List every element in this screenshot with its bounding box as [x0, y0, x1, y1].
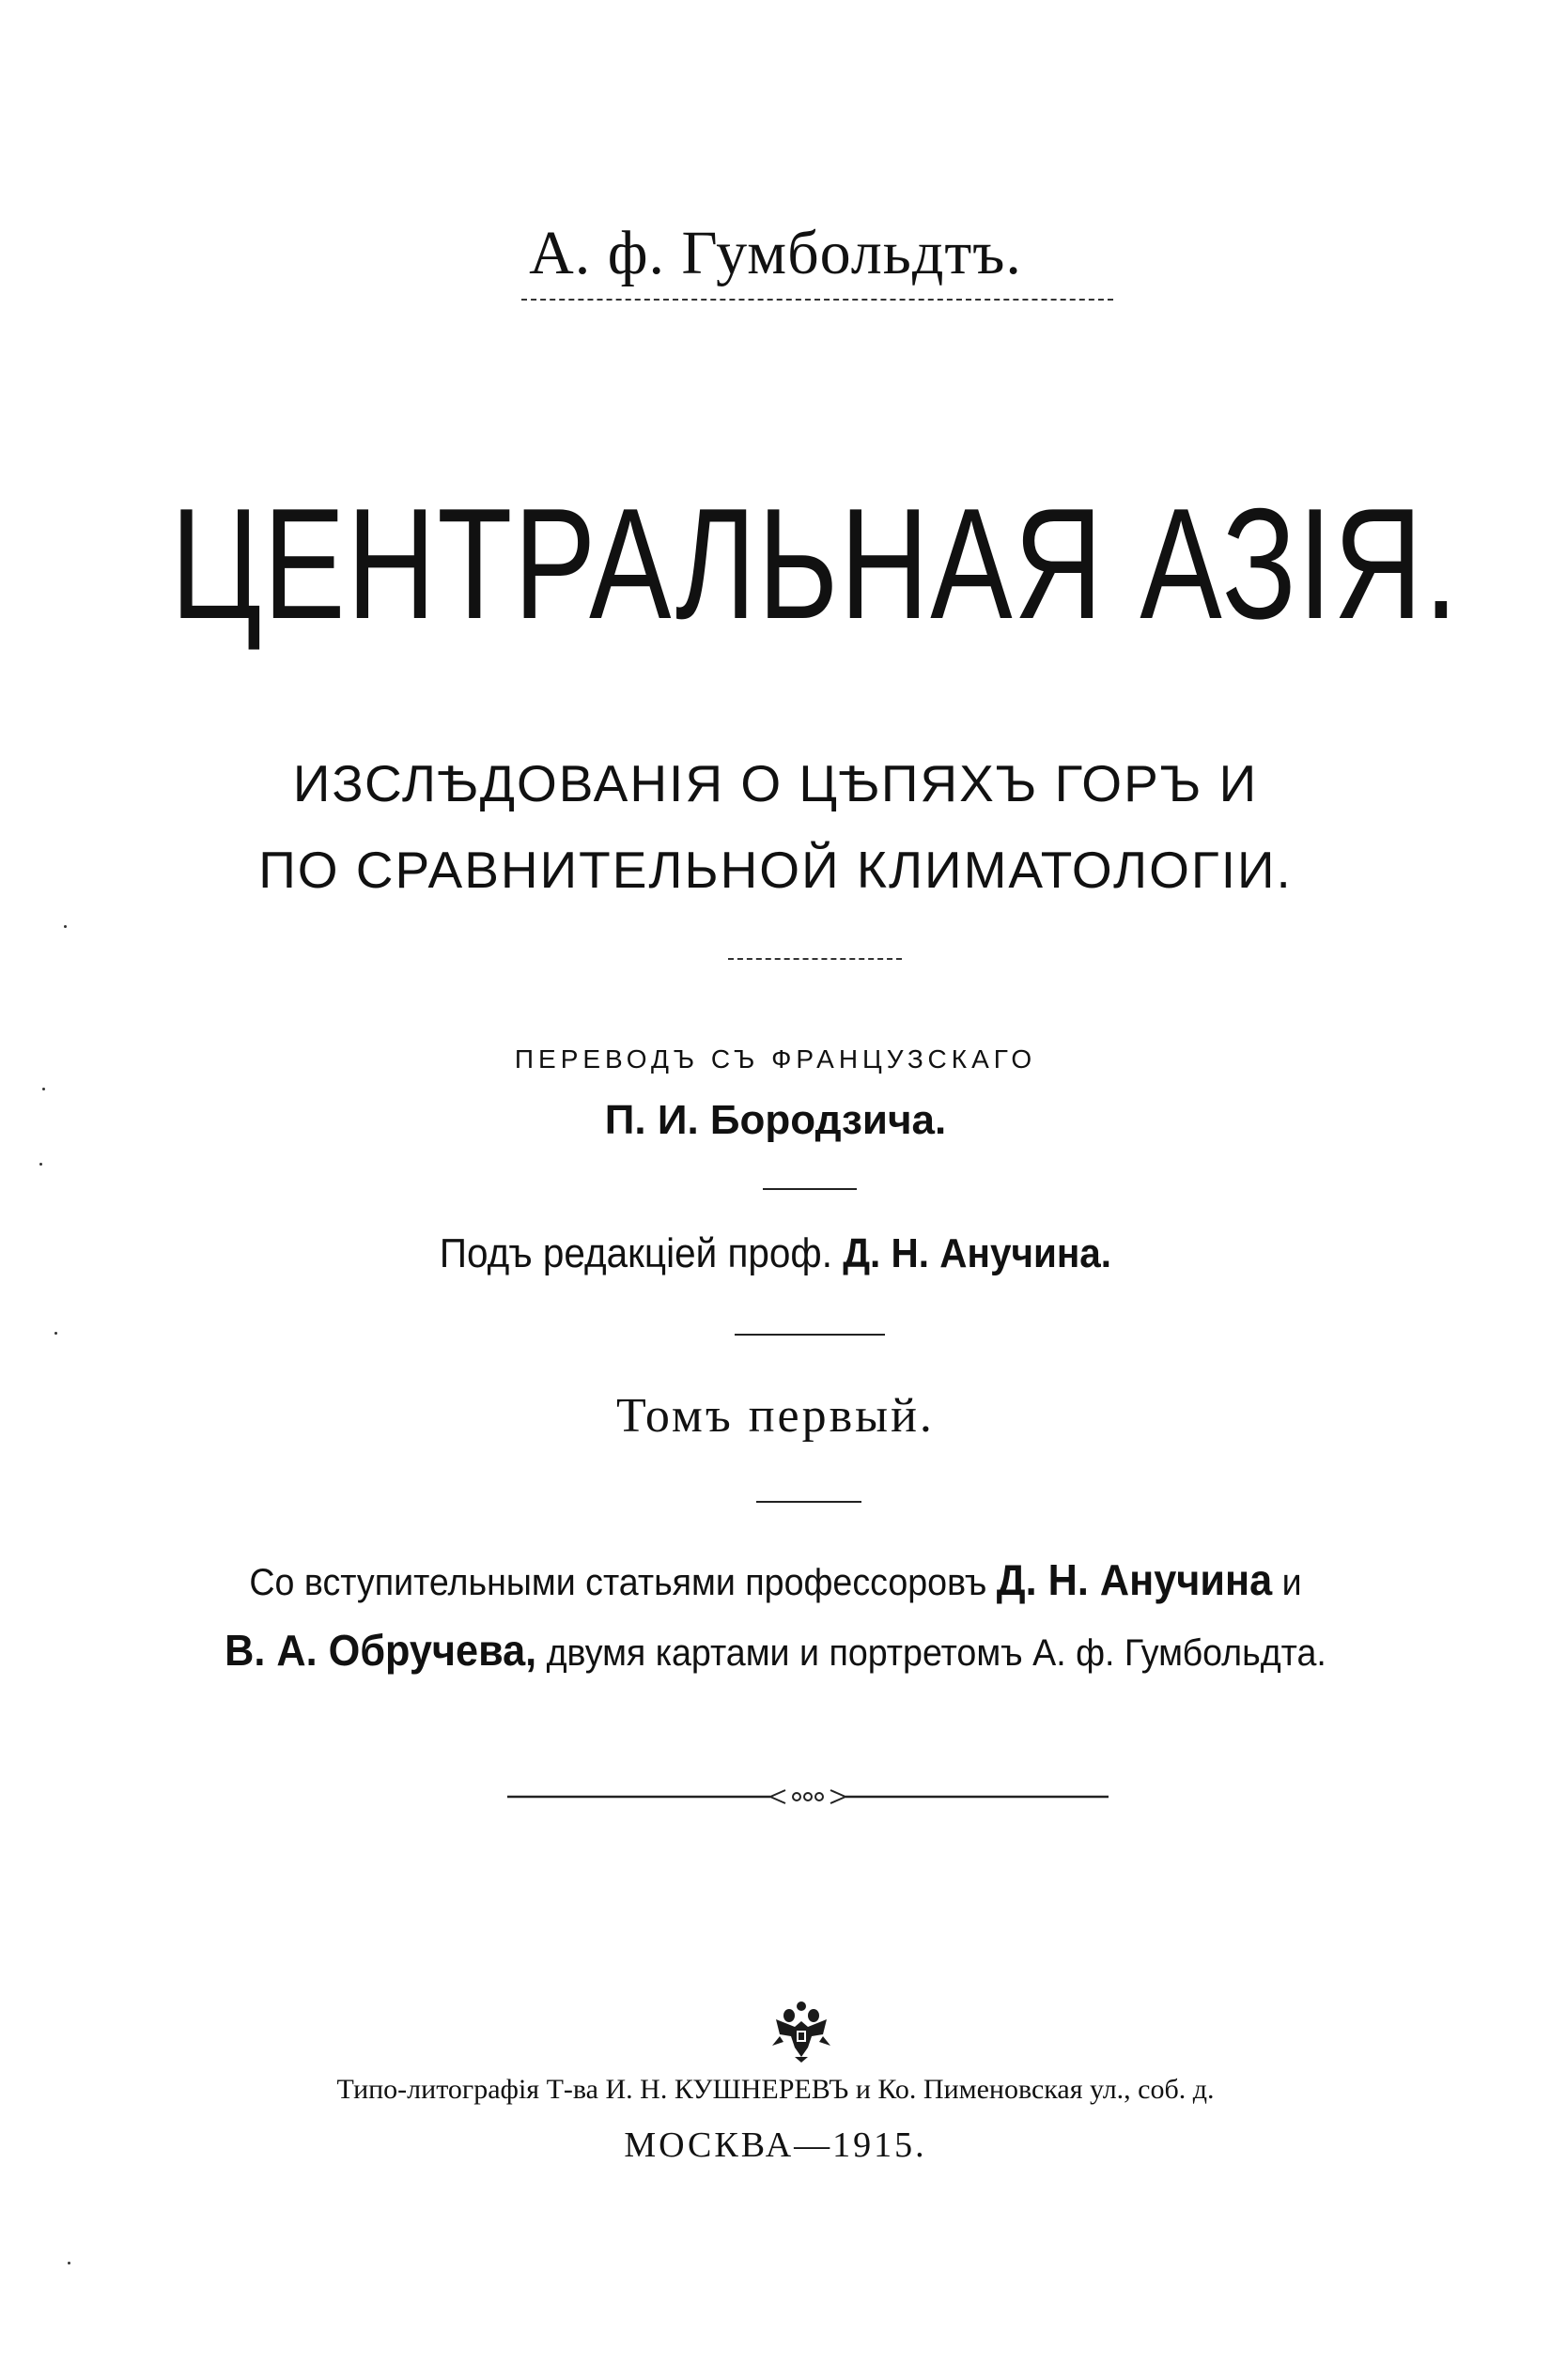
divider-rule	[756, 1501, 861, 1503]
author-name: А. ф. Гумбольдтъ.	[529, 219, 1022, 287]
editor-name: Д. Н. Анучина.	[843, 1230, 1112, 1276]
divider-rule	[728, 958, 902, 960]
translation-label: ПЕРЕВОДЪ СЪ ФРАНЦУЗСКАГО	[514, 1044, 1037, 1074]
contributor-name: В. А. Обручева,	[225, 1626, 537, 1675]
double-headed-eagle-icon	[768, 1999, 834, 2064]
author-underline	[521, 299, 1113, 301]
divider-rule	[735, 1334, 885, 1336]
divider-rule	[763, 1188, 857, 1190]
contributors-conjunction: и	[1281, 1562, 1302, 1603]
scan-speck	[39, 1163, 42, 1166]
contributor-name: Д. Н. Анучина	[996, 1555, 1273, 1604]
contributors-prefix: Со вступительными статьями профессоровъ	[249, 1562, 987, 1603]
volume-label: Томъ первый.	[616, 1389, 935, 1443]
printer-imprint: Типо-литографія Т-ва И. Н. КУШНЕРЕВЪ и Ко. Пименовская ул., соб. д.	[336, 2074, 1215, 2105]
scan-speck	[64, 925, 67, 928]
editor-credit	[62, 1230, 1489, 1277]
city-year: МОСКВА—1915.	[624, 2125, 927, 2165]
contributors-line-1	[47, 1554, 1505, 1605]
contributors-suffix: двумя картами и портретомъ А. ф. Гумбольдта.	[546, 1632, 1326, 1674]
subtitle-line-2: ПО СРАВНИТЕЛЬНОЙ КЛИМАТОЛОГІИ.	[258, 841, 1293, 899]
contributors-line-2	[47, 1625, 1505, 1676]
editor-prefix: Подъ редакціей проф.	[439, 1230, 832, 1276]
scan-speck	[68, 2262, 70, 2264]
translator-name: П. И. Бородзича.	[604, 1097, 947, 1143]
book-title: ЦЕНТРАЛЬНАЯ АЗІЯ.	[170, 475, 1460, 652]
ornament-divider	[507, 1783, 1109, 1811]
scan-speck	[42, 1088, 45, 1090]
scan-speck	[54, 1332, 57, 1335]
subtitle-line-1: ИЗСЛѢДОВАНІЯ О ЦѢПЯХЪ ГОРЪ И	[292, 754, 1259, 812]
